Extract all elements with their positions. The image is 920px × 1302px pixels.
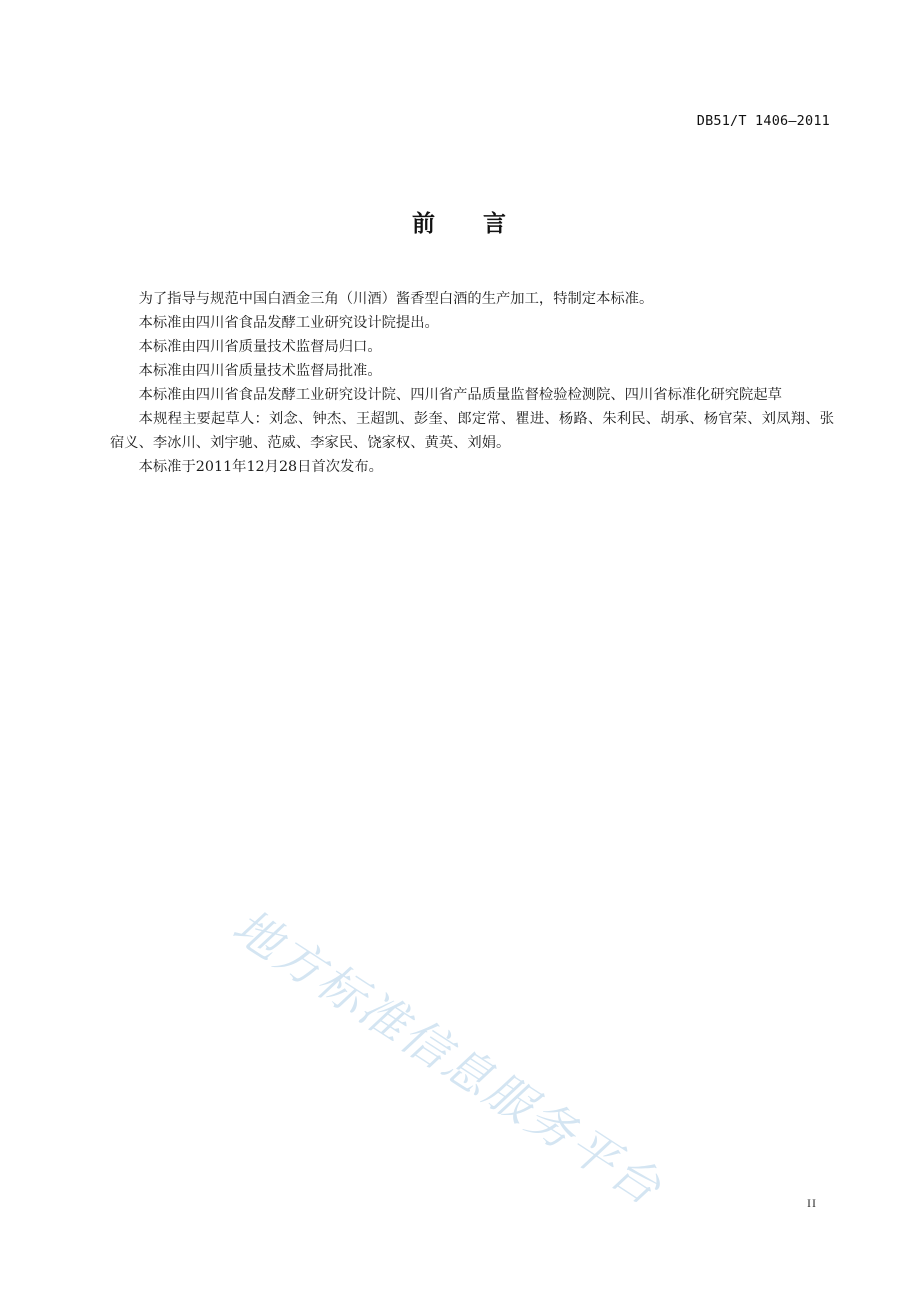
foreword-body <box>110 287 834 479</box>
paragraph-release-date: 本标准于2011年12月28日首次发布。 <box>138 459 383 475</box>
paragraph-proposer: 本标准由四川省食品发酵工业研究设计院提出。 <box>138 315 439 331</box>
paragraph-approver: 本标准由四川省质量技术监督局批准。 <box>138 363 382 379</box>
title-char-2: 言 <box>483 211 508 237</box>
page-number: II <box>807 1196 817 1210</box>
paragraph-drafting-units: 本标准由四川省食品发酵工业研究设计院、四川省产品质量监督检验检测院、四川省标准化研究院起草 <box>138 387 782 403</box>
page-title <box>0 205 920 238</box>
document-code: DB51/T 1406—2011 <box>696 113 830 129</box>
paragraph-purpose: 为了指导与规范中国白酒金三角（川酒）酱香型白酒的生产加工，特制定本标准。 <box>138 291 654 307</box>
title-char-1: 前 <box>412 211 437 237</box>
watermark: 地方标准信息服务平台 <box>222 898 673 1218</box>
paragraph-centralized: 本标准由四川省质量技术监督局归口。 <box>138 339 382 355</box>
paragraph-drafters: 本规程主要起草人：刘念、钟杰、王超凯、彭奎、郎定常、瞿进、杨路、朱利民、胡承、杨官荣、刘凤翔、张宿义、李冰川、刘宇驰、范威、李家民、饶家权、黄英、刘娟。 <box>110 411 834 451</box>
